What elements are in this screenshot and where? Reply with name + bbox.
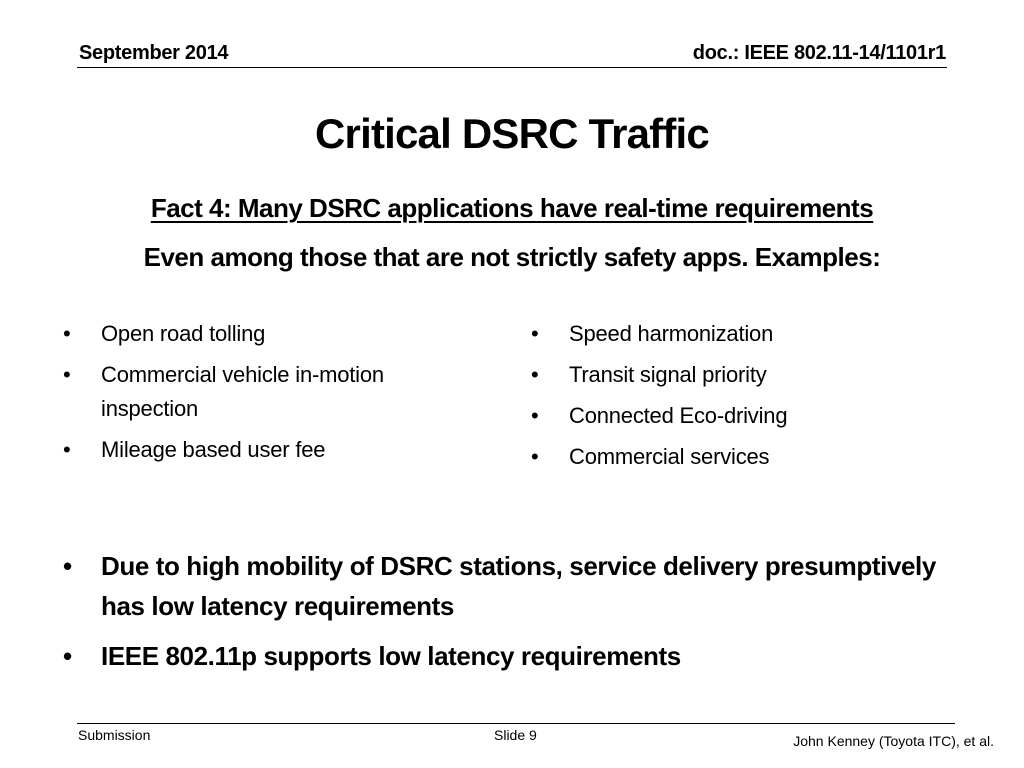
- list-item-text: Mileage based user fee: [101, 437, 326, 462]
- list-item-text: Transit signal priority: [569, 362, 767, 387]
- list-item: [63, 636, 943, 676]
- fact-heading: [0, 193, 1024, 224]
- footer-slide-number: Slide 9: [494, 727, 537, 743]
- list-item: [531, 399, 951, 433]
- list-item: [531, 317, 951, 351]
- list-item: [63, 546, 943, 626]
- header-doc-id: doc.: IEEE 802.11-14/1101r1: [692, 42, 946, 64]
- footer-author: John Kenney (Toyota ITC), et al.: [793, 733, 994, 749]
- left-example-list: [63, 317, 463, 474]
- summary-list: [63, 546, 943, 686]
- footer-divider: [77, 723, 955, 724]
- bullet-icon: •: [531, 444, 539, 469]
- footer-submission: Submission: [78, 727, 151, 743]
- list-item: [531, 440, 951, 474]
- header-date: September 2014: [79, 42, 229, 64]
- list-item-text: Speed harmonization: [569, 321, 774, 346]
- examples-intro: Even among those that are not strictly safety apps. Examples:: [143, 242, 881, 272]
- list-item-text: Open road tolling: [101, 321, 266, 346]
- bullet-icon: •: [63, 641, 72, 671]
- bullet-icon: •: [63, 551, 72, 581]
- fact-heading-text: Fact 4: Many DSRC applications have real-time requirements: [150, 193, 874, 223]
- list-item-text: Due to high mobility of DSRC stations, service delivery presumptively has low latency requirements: [101, 551, 936, 621]
- bullet-icon: •: [531, 403, 539, 428]
- bullet-icon: •: [63, 362, 71, 387]
- bullet-icon: •: [63, 321, 71, 346]
- list-item-text: Commercial vehicle in-motion inspection: [101, 362, 384, 421]
- list-item: [63, 358, 463, 426]
- list-item-text: Commercial services: [569, 444, 770, 469]
- bullet-icon: •: [531, 321, 539, 346]
- right-example-list: [531, 317, 951, 481]
- list-item: [63, 317, 463, 351]
- bullet-icon: •: [531, 362, 539, 387]
- header-divider: [77, 67, 947, 68]
- bullet-icon: •: [63, 437, 71, 462]
- slide-title: Critical DSRC Traffic: [315, 110, 709, 157]
- list-item-text: IEEE 802.11p supports low latency requirements: [101, 641, 681, 671]
- list-item: [531, 358, 951, 392]
- list-item-text: Connected Eco-driving: [569, 403, 788, 428]
- list-item: [63, 433, 463, 467]
